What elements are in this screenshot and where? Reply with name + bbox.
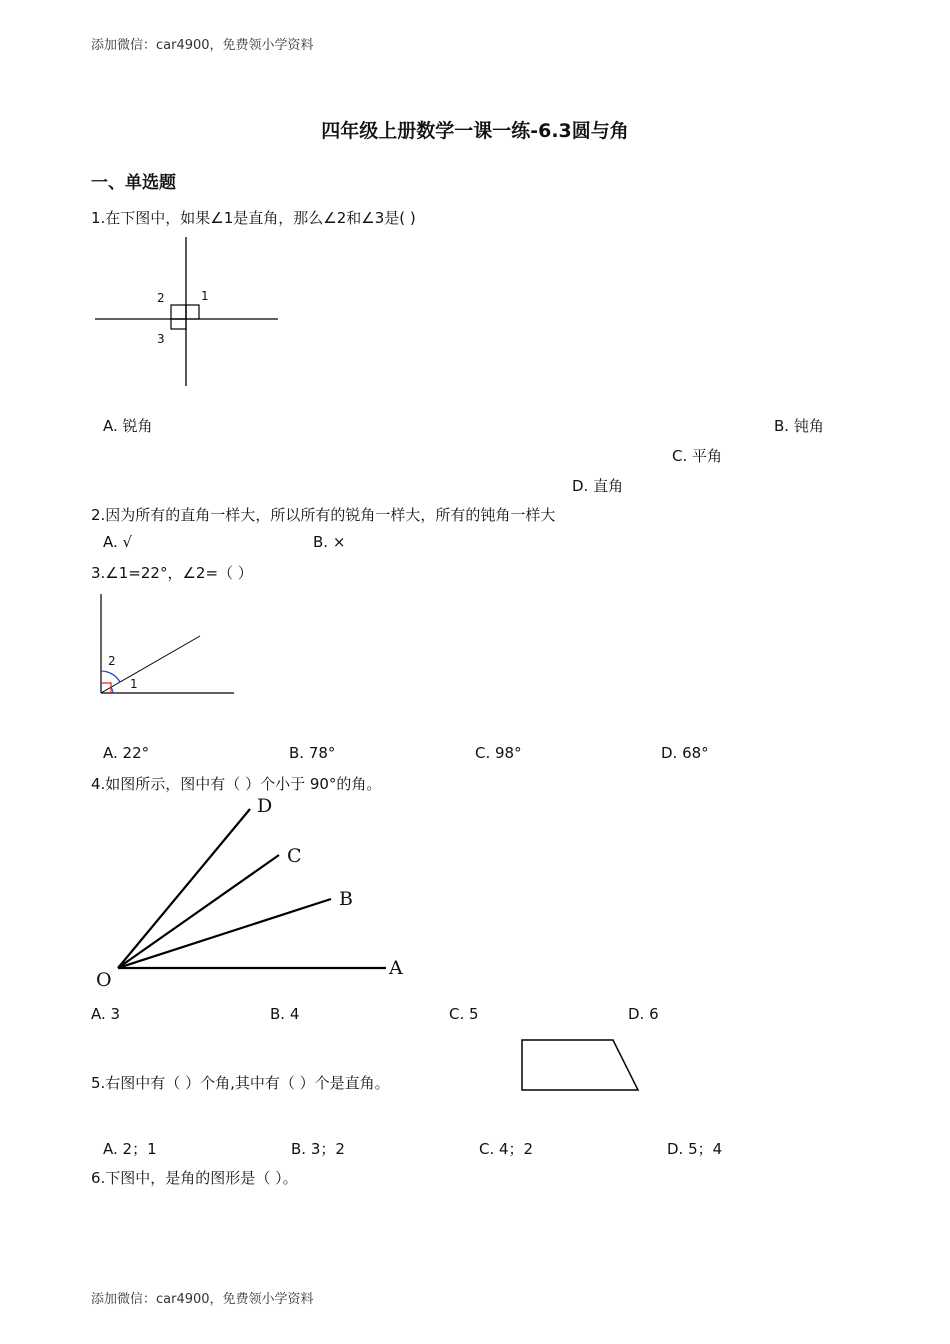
question-2-text: 2.因为所有的直角一样大，所以所有的锐角一样大，所有的钝角一样大 bbox=[91, 506, 556, 524]
q3-option-b[interactable]: B. 78° bbox=[289, 744, 336, 762]
q1-option-b[interactable]: B. 钝角 bbox=[774, 417, 824, 435]
q4-point-b: B bbox=[339, 888, 353, 910]
q1-option-d[interactable]: D. 直角 bbox=[572, 477, 624, 495]
document-title: 四年级上册数学一课一练-6.3圆与角 bbox=[321, 120, 629, 142]
q3-angle-label-2: 2 bbox=[108, 654, 116, 668]
q2-option-b[interactable]: B. × bbox=[313, 533, 346, 551]
q4-option-a[interactable]: A. 3 bbox=[91, 1005, 121, 1023]
q4-point-o: O bbox=[96, 969, 112, 991]
section-heading: 一、单选题 bbox=[91, 173, 176, 193]
question-6-text: 6.下图中，是角的图形是（ ）。 bbox=[91, 1169, 298, 1187]
q4-option-c[interactable]: C. 5 bbox=[449, 1005, 479, 1023]
q1-angle-label-3: 3 bbox=[157, 332, 165, 346]
page-footer: 添加微信：car4900，免费领小学资料 bbox=[91, 1292, 314, 1307]
q4-option-b[interactable]: B. 4 bbox=[270, 1005, 300, 1023]
q3-angle-label-1: 1 bbox=[130, 677, 138, 691]
page-header: 添加微信：car4900，免费领小学资料 bbox=[91, 38, 314, 53]
q2-option-a[interactable]: A. √ bbox=[103, 533, 133, 551]
q5-option-a[interactable]: A. 2；1 bbox=[103, 1140, 157, 1158]
q5-option-d[interactable]: D. 5；4 bbox=[667, 1140, 723, 1158]
q4-point-a: A bbox=[389, 957, 403, 979]
q4-point-c: C bbox=[287, 845, 302, 867]
q4-point-d: D bbox=[257, 795, 273, 817]
q5-option-c[interactable]: C. 4；2 bbox=[479, 1140, 534, 1158]
q3-option-c[interactable]: C. 98° bbox=[475, 744, 522, 762]
q1-angle-label-1: 1 bbox=[201, 289, 209, 303]
q3-option-d[interactable]: D. 68° bbox=[661, 744, 709, 762]
q4-option-d[interactable]: D. 6 bbox=[628, 1005, 659, 1023]
q1-option-a[interactable]: A. 锐角 bbox=[103, 417, 153, 435]
q3-option-a[interactable]: A. 22° bbox=[103, 744, 150, 762]
q1-option-c[interactable]: C. 平角 bbox=[672, 447, 723, 465]
question-4-text: 4.如图所示，图中有（ ）个小于 90°的角。 bbox=[91, 775, 382, 793]
q5-option-b[interactable]: B. 3；2 bbox=[291, 1140, 345, 1158]
question-1-text: 1.在下图中，如果∠1是直角，那么∠2和∠3是( ) bbox=[91, 209, 416, 227]
question-5-text: 5.右图中有（ ）个角,其中有（ ）个是直角。 bbox=[91, 1074, 390, 1092]
q1-angle-label-2: 2 bbox=[157, 291, 165, 305]
question-3-text: 3.∠1=22°，∠2=（ ） bbox=[91, 564, 253, 582]
